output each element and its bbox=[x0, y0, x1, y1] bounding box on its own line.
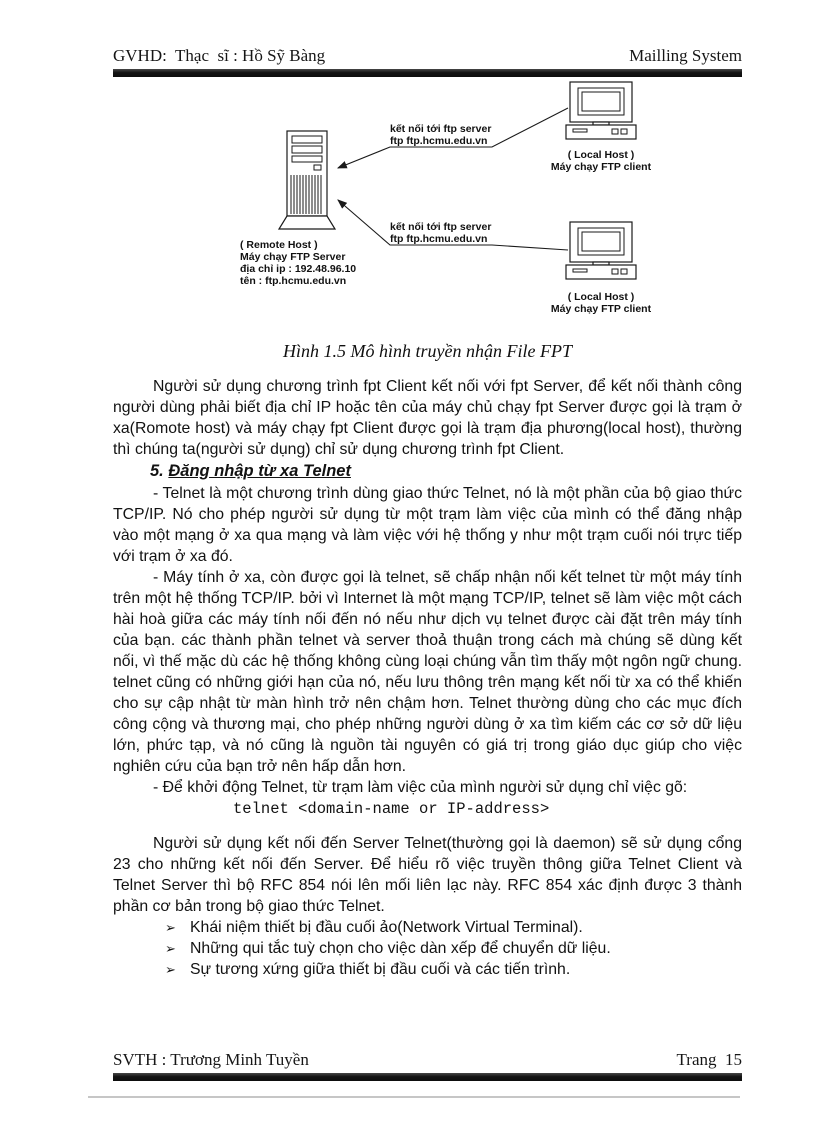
footer-right-text: Trang 15 bbox=[676, 1050, 742, 1069]
header-row bbox=[113, 46, 742, 66]
top-host-label-line1: ( Local Host ) bbox=[567, 149, 635, 161]
section-title: Đăng nhập từ xa Telnet bbox=[168, 462, 351, 480]
header-rule bbox=[113, 69, 742, 77]
bottom-host-label-line2: Máy chạy FTP client bbox=[550, 303, 652, 315]
paragraph-telnet-start: - Để khởi động Telnet, từ trạm làm việc của mình người sử dụng chỉ việc gõ: bbox=[153, 779, 688, 796]
server-label-name: tên : ftp.hcmu.edu.vn bbox=[240, 275, 347, 287]
bottom-link-label-line1: kết nối tới ftp server bbox=[390, 221, 492, 233]
bullet-arrow-icon: ➢ bbox=[165, 941, 176, 956]
section-number: 5. bbox=[150, 462, 164, 480]
top-link-label-line1: kết nối tới ftp server bbox=[390, 123, 492, 135]
footer-rule bbox=[113, 1073, 742, 1081]
list-item bbox=[113, 917, 742, 938]
paragraph-telnet-rfc: Người sử dụng kết nối đến Server Telnet(thường gọi là daemon) sẽ sử dụng cổng 23 cho những kết nối đến Server. Để hiểu rõ việc truyền thông giữa Telnet Client và Telnet Server thì bộ RFC 854 nói lên mối liên lạc này. RFC 854 xác định được 3 thành phần cơ bản trong bộ giao thức Telnet. bbox=[113, 835, 742, 915]
ftp-server-tower-drawing bbox=[279, 131, 335, 229]
list-item bbox=[113, 959, 742, 980]
document-body bbox=[113, 376, 742, 980]
bottom-link-label-line2: ftp ftp.hcmu.edu.vn bbox=[390, 233, 488, 245]
page-header bbox=[113, 46, 742, 77]
ftp-model-diagram bbox=[0, 78, 816, 336]
list-item bbox=[113, 938, 742, 959]
page-bottom-edge-line bbox=[88, 1096, 740, 1098]
footer-left-text: SVTH : Trương Minh Tuyền bbox=[113, 1050, 309, 1069]
list-item-text: Những qui tắc tuỳ chọn cho việc dàn xếp để chuyển dữ liệu. bbox=[190, 940, 611, 957]
footer-row bbox=[113, 1050, 742, 1070]
paragraph-telnet-detail: - Máy tính ở xa, còn được gọi là telnet, sẽ chấp nhận nối kết telnet từ một máy tính trên một hệ thống TCP/IP. bởi vì Internet là một mạng TCP/IP, telnet sẽ làm việc một cách hài hoà giữa các máy tính nối đến nó nếu như dịch vụ telnet được cài đặt trên máy tính của bạn. các thành phần telnet và server thoả thuận trong cách mà chúng sẽ dùng kết nối, vì thế mặc dù các hệ thống không cùng loại chúng vẫn tìm thấy một ngôn ngữ chung. telnet cũng có những giới hạn của nó, nếu lưu thông trên mạng kết nối từ xa có thể khiến cho sự cập nhật từ màn hình trở nên chậm hơn. Telnet thường dùng cho các mục đích công cộng và thương mại, cho phép những người dùng ở xa tìm kiếm các cơ sở dữ liệu lớn, phức tạp, và nó cũng là nguồn tài nguyên có giá trị trong giáo dục giúp cho việc nghiên cứu của bạn trở nên hấp dẫn hơn. bbox=[113, 569, 742, 775]
bullet-arrow-icon: ➢ bbox=[165, 962, 176, 977]
server-label-ip: địa chỉ ip : 192.48.96.10 bbox=[240, 263, 357, 275]
list-item-text: Sự tương xứng giữa thiết bị đầu cuối và các tiến trình. bbox=[190, 961, 571, 978]
list-item-text: Khái niệm thiết bị đầu cuối ảo(Network Virtual Terminal). bbox=[190, 919, 583, 936]
figure-caption: Hình 1.5 Mô hình truyền nhận File FPT bbox=[283, 341, 572, 361]
telnet-command-line: telnet <domain-name or IP-address> bbox=[233, 800, 550, 818]
paragraph-ftp-client: Người sử dụng chương trình fpt Client kết nối với fpt Server, để kết nối thành công người dùng phải biết địa chỉ IP hoặc tên của máy chủ chạy fpt Server được gọi là trạm ở xa(Romote host) và máy chạy fpt Client được gọi là trạm địa phương(local host), thường thì chúng ta(người sử dụng) chỉ sử dụng chương trình fpt Client. bbox=[113, 378, 742, 458]
section-heading-telnet bbox=[113, 461, 742, 482]
header-right-text: Mailling System bbox=[629, 46, 742, 65]
top-host-label-line2: Máy chạy FTP client bbox=[550, 161, 652, 173]
bottom-host-label-line1: ( Local Host ) bbox=[567, 291, 635, 303]
header-left-text: GVHD: Thạc sĩ : Hồ Sỹ Bàng bbox=[113, 46, 326, 65]
paragraph-telnet-intro: - Telnet là một chương trình dùng giao thức Telnet, nó là một phần của bộ giao thức TCP/IP. Nó cho phép người sử dụng từ một trạm làm việc của mình có thể đăng nhập vào một mạng ở xa qua mạng và làm việc với hệ thống y như một trạm cuối nói trực tiếp với trạm ở xa đó. bbox=[113, 485, 742, 565]
telnet-rfc-list bbox=[113, 917, 742, 980]
top-link-label-line2: ftp ftp.hcmu.edu.vn bbox=[390, 135, 488, 147]
bullet-arrow-icon: ➢ bbox=[165, 920, 176, 935]
top-local-host-computer-drawing bbox=[566, 82, 636, 139]
ftp-model-figure bbox=[0, 78, 816, 336]
bottom-local-host-computer-drawing bbox=[566, 222, 636, 279]
server-label-role: Máy chạy FTP Server bbox=[240, 251, 346, 263]
page-footer bbox=[113, 1050, 742, 1081]
server-label-host: ( Remote Host ) bbox=[240, 239, 318, 251]
